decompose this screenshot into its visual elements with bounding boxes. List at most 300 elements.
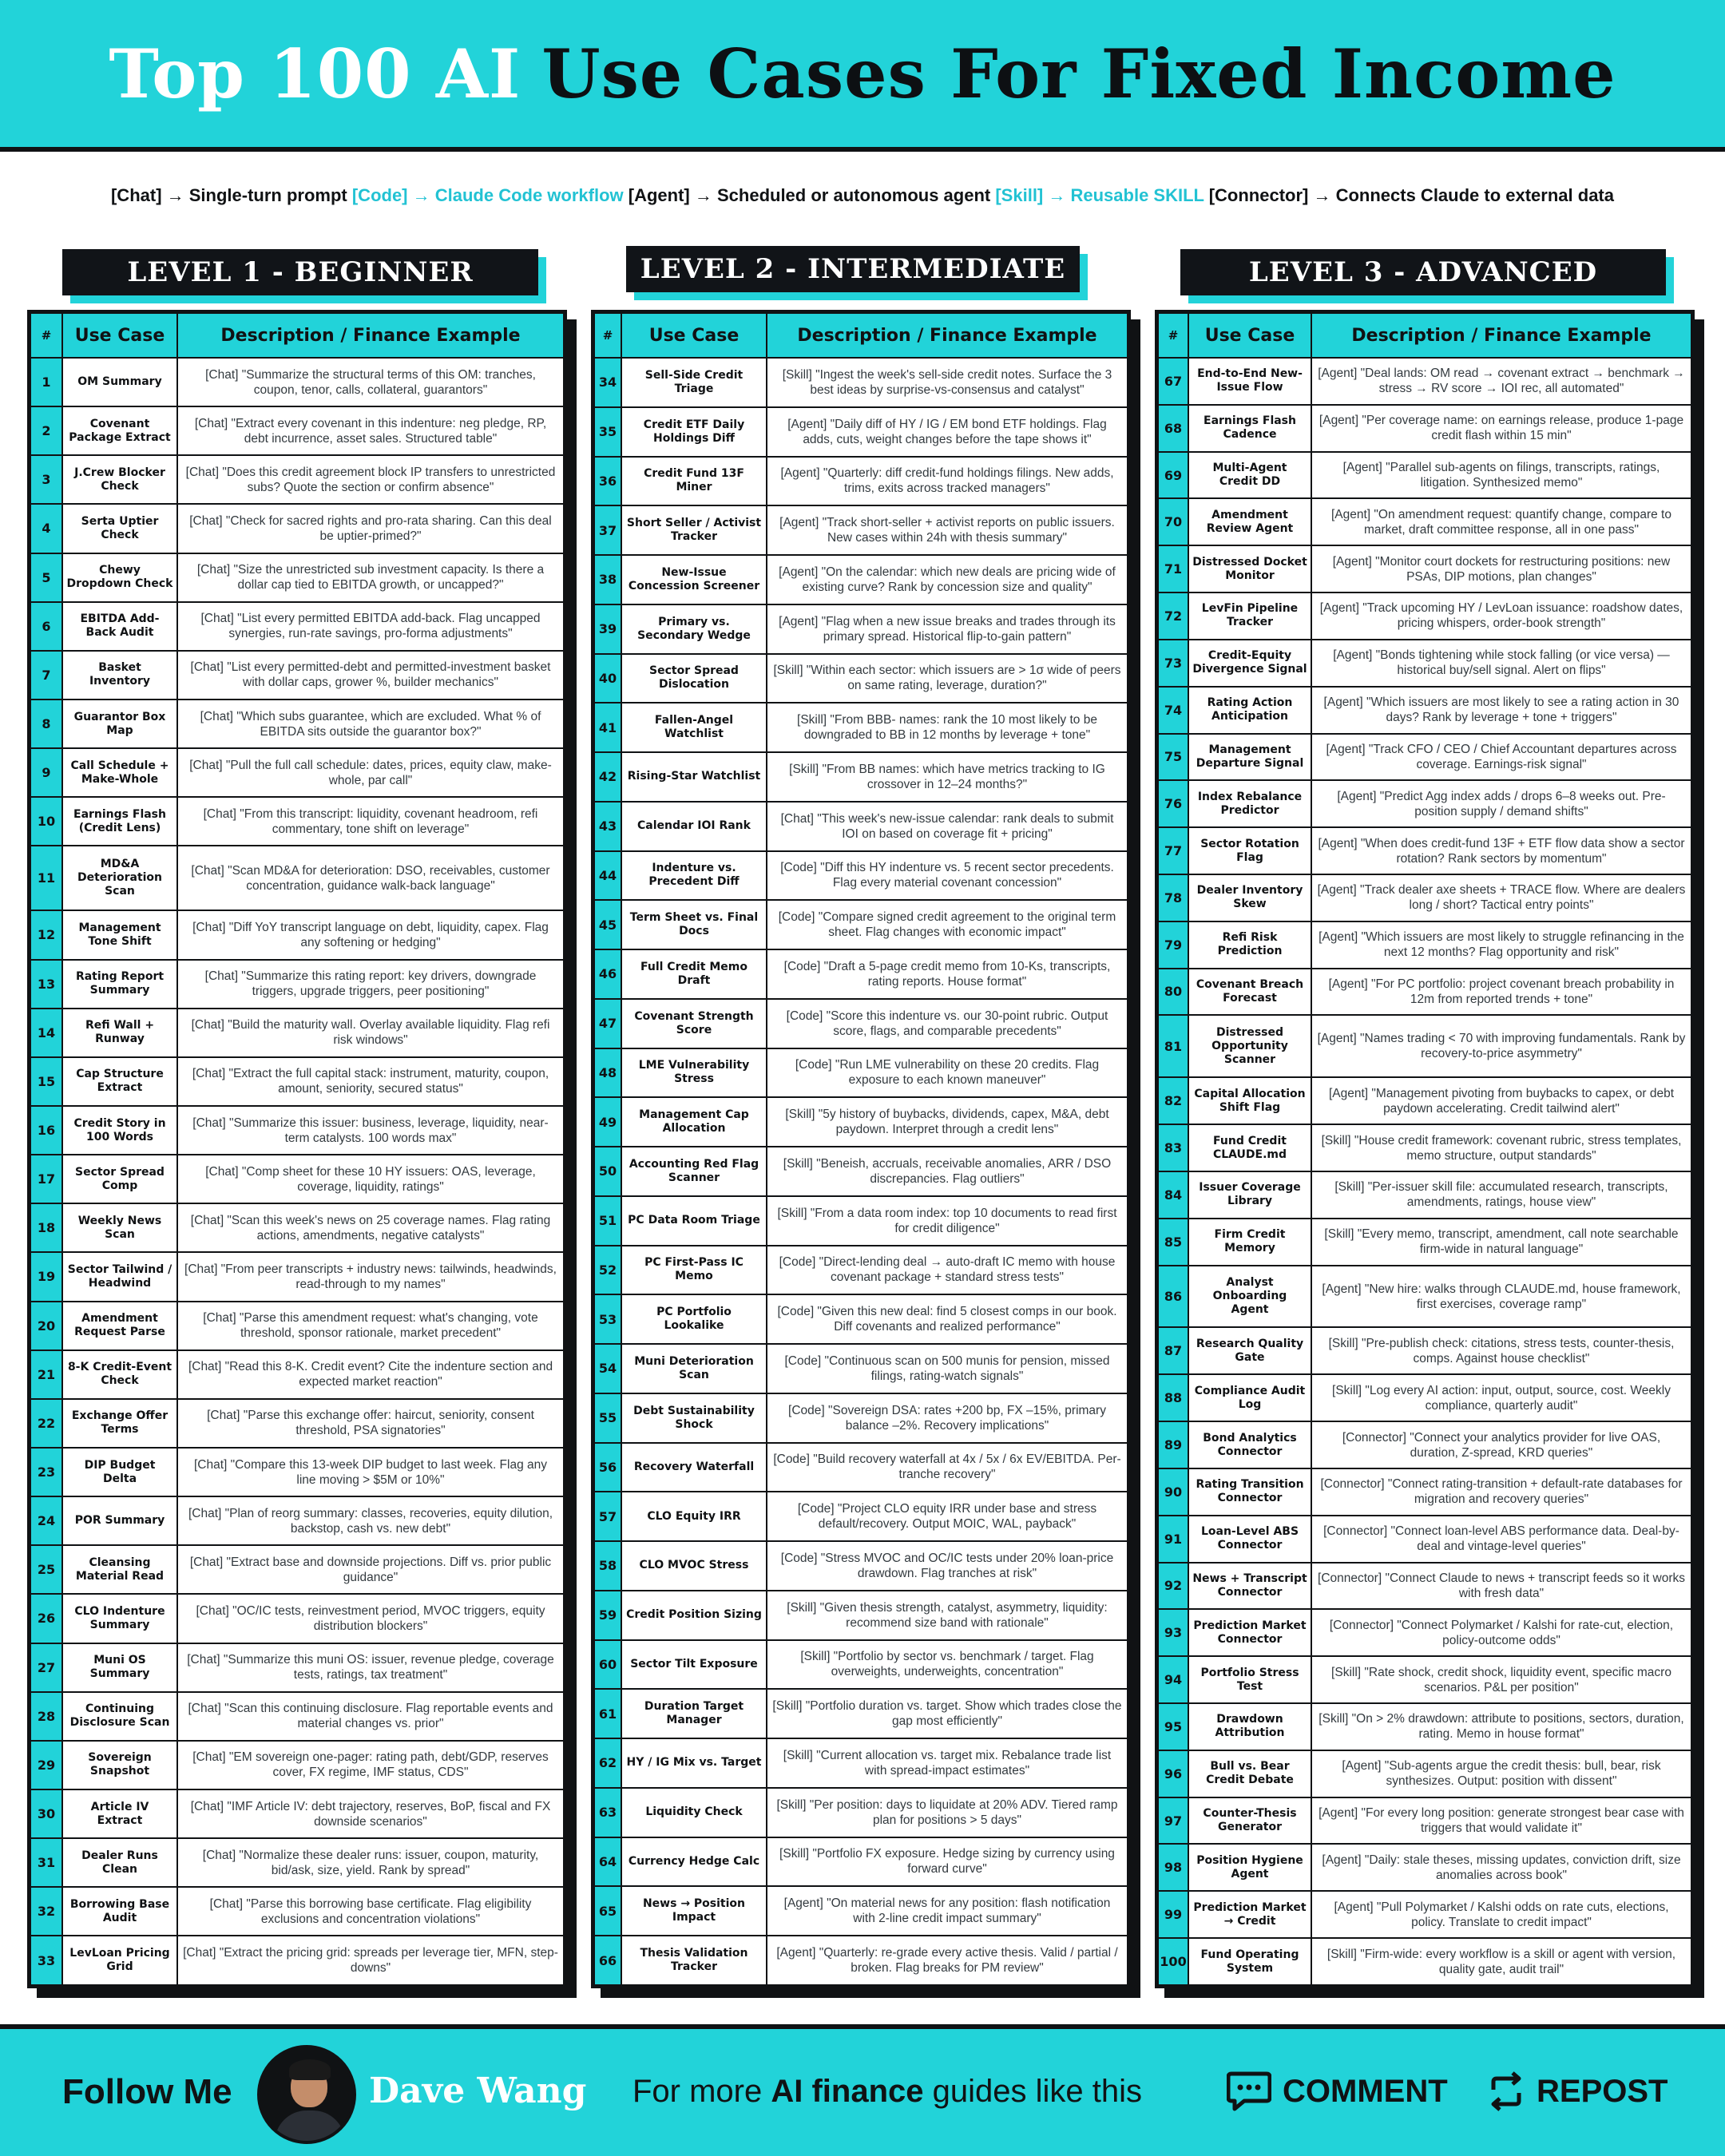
col-header-use-case: Use Case xyxy=(621,313,767,358)
use-case-name: Fund Operating System xyxy=(1188,1938,1311,1985)
use-case-name: MD&A Deterioration Scan xyxy=(62,846,177,910)
use-case-description: [Skill] "Pre-publish check: citations, stress tests, counter-thesis, comps. Against house checklist" xyxy=(1311,1327,1691,1374)
row-number: 55 xyxy=(594,1393,621,1443)
table-row xyxy=(1158,1077,1691,1124)
row-number: 36 xyxy=(594,457,621,506)
use-case-name: Term Sheet vs. Final Docs xyxy=(621,900,767,949)
use-case-name: Muni Deterioration Scan xyxy=(621,1344,767,1393)
row-number: 43 xyxy=(594,802,621,851)
col-header-use-case: Use Case xyxy=(1188,313,1311,358)
row-number: 17 xyxy=(30,1155,62,1203)
table-row xyxy=(30,1203,564,1252)
use-case-name: PC Portfolio Lookalike xyxy=(621,1294,767,1344)
use-case-description: [Agent] "Parallel sub-agents on filings, transcripts, ratings, litigation. Synthesized memo" xyxy=(1311,452,1691,499)
table-row xyxy=(30,748,564,797)
use-case-name: Credit Story in 100 Words xyxy=(62,1106,177,1155)
use-case-name: Cap Structure Extract xyxy=(62,1057,177,1106)
row-number: 80 xyxy=(1158,969,1188,1016)
table-row xyxy=(1158,1609,1691,1656)
table-row xyxy=(1158,1656,1691,1703)
use-case-description: [Skill] "From a data room index: top 10 documents to read first for credit diligence" xyxy=(767,1196,1128,1246)
use-case-name: Earnings Flash (Credit Lens) xyxy=(62,797,177,846)
row-number: 72 xyxy=(1158,593,1188,640)
row-number: 24 xyxy=(30,1496,62,1545)
use-case-name: Sector Spread Comp xyxy=(62,1155,177,1203)
use-case-name: Sell-Side Credit Triage xyxy=(621,358,767,407)
table-row xyxy=(30,1399,564,1448)
use-case-name: News → Position Impact xyxy=(621,1886,767,1936)
row-number: 27 xyxy=(30,1643,62,1692)
use-case-description: [Agent] "On the calendar: which new deals are pricing wide of existing curve? Rank by concession size and quality" xyxy=(767,555,1128,604)
use-case-description: [Chat] "Size the unrestricted sub investment capacity. Is there a dollar cap tied to EBITDA growth, or uncapped?" xyxy=(177,553,564,602)
use-case-description: [Chat] "Extract the pricing grid: spreads per leverage tier, MFN, step-downs" xyxy=(177,1936,564,1985)
table-row xyxy=(30,700,564,748)
row-number: 13 xyxy=(30,960,62,1009)
use-case-description: [Skill] "Current allocation vs. target mix. Rebalance trade list with spread-impact estimates" xyxy=(767,1738,1128,1788)
row-number: 68 xyxy=(1158,405,1188,452)
use-case-description: [Code] "Compare signed credit agreement to the original term sheet. Flag changes with economic impact" xyxy=(767,900,1128,949)
table-row xyxy=(594,654,1128,703)
use-case-name: Thesis Validation Tracker xyxy=(621,1936,767,1985)
row-number: 51 xyxy=(594,1196,621,1246)
table-row xyxy=(594,1443,1128,1492)
table-row xyxy=(30,1838,564,1887)
table-row xyxy=(30,1057,564,1106)
table-row xyxy=(594,1788,1128,1837)
row-number: 78 xyxy=(1158,874,1188,921)
table-row xyxy=(594,1738,1128,1788)
use-case-description: [Skill] "Per-issuer skill file: accumulated research, transcripts, amendments, ratings, house view" xyxy=(1311,1171,1691,1219)
avatar[interactable] xyxy=(257,2045,356,2144)
col-header-num: # xyxy=(1158,313,1188,358)
table-row xyxy=(594,555,1128,604)
row-number: 89 xyxy=(1158,1421,1188,1468)
row-number: 44 xyxy=(594,851,621,901)
table-row xyxy=(594,407,1128,457)
use-case-name: Firm Credit Memory xyxy=(1188,1219,1311,1266)
row-number: 57 xyxy=(594,1492,621,1541)
row-number: 37 xyxy=(594,505,621,555)
table-row xyxy=(594,1147,1128,1196)
row-number: 90 xyxy=(1158,1468,1188,1516)
legend-skill: [Skill] → Reusable SKILL xyxy=(995,185,1204,205)
use-case-name: Rating Transition Connector xyxy=(1188,1468,1311,1516)
use-case-description: [Agent] "Flag when a new issue breaks and trades through its primary spread. Historical flip-to-gain pattern" xyxy=(767,604,1128,654)
table-row xyxy=(594,802,1128,851)
table-row xyxy=(594,949,1128,999)
table-row xyxy=(594,1640,1128,1690)
use-case-description: [Chat] "Extract base and downside projections. Diff vs. prior public guidance" xyxy=(177,1545,564,1594)
table-row xyxy=(594,900,1128,949)
row-number: 98 xyxy=(1158,1844,1188,1891)
table-row xyxy=(30,1350,564,1399)
row-number: 9 xyxy=(30,748,62,797)
row-number: 7 xyxy=(30,651,62,700)
use-case-name: Sector Spread Dislocation xyxy=(621,654,767,703)
table-row xyxy=(1158,1266,1691,1328)
use-case-description: [Skill] "Portfolio duration vs. target. Show which trades close the gap most efficiently" xyxy=(767,1689,1128,1738)
use-case-description: [Chat] "Summarize the structural terms of this OM: tranches, coupon, tenor, calls, collateral, guarantors" xyxy=(177,358,564,406)
use-case-name: Liquidity Check xyxy=(621,1788,767,1837)
table-row xyxy=(1158,1015,1691,1077)
row-number: 92 xyxy=(1158,1563,1188,1610)
use-case-description: [Skill] "Given thesis strength, catalyst, asymmetry, liquidity: recommend size band with rationale" xyxy=(767,1591,1128,1640)
use-case-description: [Chat] "Comp sheet for these 10 HY issuers: OAS, leverage, coverage, liquidity, ratings" xyxy=(177,1155,564,1203)
footer xyxy=(0,2024,1725,2156)
table-row xyxy=(30,358,564,406)
use-case-description: [Chat] "Parse this exchange offer: haircut, seniority, consent threshold, PSA signatories" xyxy=(177,1399,564,1448)
use-case-description: [Chat] "Parse this borrowing base certificate. Flag eligibility exclusions and concentration violations" xyxy=(177,1887,564,1936)
table-row xyxy=(594,505,1128,555)
use-case-name: Rating Report Summary xyxy=(62,960,177,1009)
use-case-description: [Chat] "Does this credit agreement block IP transfers to unrestricted subs? Quote the section or confirm absence" xyxy=(177,455,564,504)
use-case-name: Debt Sustainability Shock xyxy=(621,1393,767,1443)
row-number: 75 xyxy=(1158,734,1188,781)
use-case-name: CLO Equity IRR xyxy=(621,1492,767,1541)
use-case-description: [Chat] "List every permitted-debt and permitted-investment basket with dollar caps, grower %, builder mechanics" xyxy=(177,651,564,700)
row-number: 10 xyxy=(30,797,62,846)
row-number: 38 xyxy=(594,555,621,604)
row-number: 49 xyxy=(594,1097,621,1147)
use-case-name: Call Schedule + Make-Whole xyxy=(62,748,177,797)
comment-button[interactable] xyxy=(1227,2071,1448,2112)
use-case-description: [Chat] "Extract every covenant in this indenture: neg pledge, RP, debt incurrence, asset sales. Structured table" xyxy=(177,406,564,455)
use-case-description: [Code] "Diff this HY indenture vs. 5 recent sector precedents. Flag every material covenant concession" xyxy=(767,851,1128,901)
use-case-description: [Connector] "Connect your analytics provider for live OAS, duration, Z-spread, KRD queries" xyxy=(1311,1421,1691,1468)
use-case-name: Primary vs. Secondary Wedge xyxy=(621,604,767,654)
table-row xyxy=(1158,969,1691,1016)
use-case-name: Drawdown Attribution xyxy=(1188,1703,1311,1750)
use-case-name: Refi Wall + Runway xyxy=(62,1009,177,1057)
table-row xyxy=(594,457,1128,506)
use-case-description: [Skill] "Log every AI action: input, output, source, cost. Weekly compliance, quarterly audit" xyxy=(1311,1374,1691,1421)
table-row xyxy=(30,1496,564,1545)
use-case-description: [Skill] "Portfolio by sector vs. benchmark / target. Flag overweights, underweights, concentration" xyxy=(767,1640,1128,1690)
row-number: 71 xyxy=(1158,545,1188,593)
row-number: 87 xyxy=(1158,1327,1188,1374)
use-case-name: Full Credit Memo Draft xyxy=(621,949,767,999)
use-case-name: Muni OS Summary xyxy=(62,1643,177,1692)
use-case-description: [Agent] "For PC portfolio: project covenant breach probability in 12m from reported trends + tone" xyxy=(1311,969,1691,1016)
use-case-name: Covenant Strength Score xyxy=(621,999,767,1048)
use-case-description: [Code] "Run LME vulnerability on these 20 credits. Flag exposure to each known maneuver" xyxy=(767,1048,1128,1098)
table-row xyxy=(30,651,564,700)
use-case-description: [Skill] "5y history of buybacks, dividends, capex, M&A, debt paydown. Interpret through a credit lens" xyxy=(767,1097,1128,1147)
row-number: 11 xyxy=(30,846,62,910)
table-row xyxy=(30,797,564,846)
row-number: 12 xyxy=(30,910,62,959)
more-prefix: For more xyxy=(632,2074,763,2109)
use-case-description: [Skill] "Firm-wide: every workflow is a skill or agent with version, quality gate, audit trail" xyxy=(1311,1938,1691,1985)
use-case-description: [Agent] "Bonds tightening while stock falling (or vice versa) — historical buy/sell signal. Alert on flips" xyxy=(1311,640,1691,687)
use-case-description: [Chat] "Summarize this issuer: business, leverage, liquidity, near-term catalysts. 100 words max" xyxy=(177,1106,564,1155)
repost-button[interactable] xyxy=(1487,2071,1668,2112)
row-number: 35 xyxy=(594,407,621,457)
use-case-name: News + Transcript Connector xyxy=(1188,1563,1311,1610)
level-2-table xyxy=(591,310,1131,1988)
use-case-name: DIP Budget Delta xyxy=(62,1448,177,1496)
use-case-description: [Skill] "Beneish, accruals, receivable anomalies, ARR / DSO discrepancies. Flag outliers" xyxy=(767,1147,1128,1196)
use-case-description: [Agent] "When does credit-fund 13F + ETF flow data show a sector rotation? Rank sectors by momentum" xyxy=(1311,827,1691,874)
row-number: 73 xyxy=(1158,640,1188,687)
row-number: 18 xyxy=(30,1203,62,1252)
use-case-name: Sovereign Snapshot xyxy=(62,1741,177,1789)
use-case-name: Weekly News Scan xyxy=(62,1203,177,1252)
table-row xyxy=(1158,452,1691,499)
use-case-description: [Agent] "On amendment request: quantify change, compare to market, draft committee response, all in one pass" xyxy=(1311,498,1691,545)
table-row xyxy=(1158,1327,1691,1374)
use-case-name: Sector Tilt Exposure xyxy=(621,1640,767,1690)
row-number: 91 xyxy=(1158,1516,1188,1563)
row-number: 26 xyxy=(30,1594,62,1643)
row-number: 25 xyxy=(30,1545,62,1594)
row-number: 50 xyxy=(594,1147,621,1196)
use-case-description: [Skill] "House credit framework: covenant rubric, stress templates, memo structure, output standards" xyxy=(1311,1124,1691,1171)
table-row xyxy=(1158,1703,1691,1750)
use-case-name: Capital Allocation Shift Flag xyxy=(1188,1077,1311,1124)
table-row xyxy=(30,1789,564,1838)
type-legend xyxy=(0,185,1725,206)
col-header-num: # xyxy=(594,313,621,358)
row-number: 81 xyxy=(1158,1015,1188,1077)
use-case-description: [Skill] "Ingest the week's sell-side credit notes. Surface the 3 best ideas by surprise-vs-consensus and catalyst" xyxy=(767,358,1128,407)
use-case-description: [Chat] "Normalize these dealer runs: issuer, coupon, maturity, bid/ask, size, yield. Rank by spread" xyxy=(177,1838,564,1887)
use-case-description: [Connector] "Connect Claude to news + transcript feeds so it works with fresh data" xyxy=(1311,1563,1691,1610)
table-row xyxy=(30,1155,564,1203)
row-number: 1 xyxy=(30,358,62,406)
use-case-name: Serta Uptier Check xyxy=(62,504,177,553)
use-case-name: Counter-Thesis Generator xyxy=(1188,1797,1311,1845)
use-case-name: Sector Tailwind / Headwind xyxy=(62,1252,177,1301)
table-row xyxy=(594,752,1128,802)
table-row xyxy=(594,358,1128,407)
row-number: 53 xyxy=(594,1294,621,1344)
table-row xyxy=(30,1594,564,1643)
row-number: 77 xyxy=(1158,827,1188,874)
use-case-name: Recovery Waterfall xyxy=(621,1443,767,1492)
use-case-description: [Code] "Draft a 5-page credit memo from 10-Ks, transcripts, rating reports. House format" xyxy=(767,949,1128,999)
use-case-description: [Chat] "Scan this continuing disclosure. Flag reportable events and material changes vs. prior" xyxy=(177,1692,564,1741)
use-case-description: [Code] "Stress MVOC and OC/IC tests under 20% loan-price drawdown. Flag tranches at risk" xyxy=(767,1541,1128,1591)
use-case-name: Currency Hedge Calc xyxy=(621,1837,767,1887)
use-case-name: Analyst Onboarding Agent xyxy=(1188,1266,1311,1328)
row-number: 61 xyxy=(594,1689,621,1738)
use-case-name: Credit-Equity Divergence Signal xyxy=(1188,640,1311,687)
use-case-name: Dealer Runs Clean xyxy=(62,1838,177,1887)
row-number: 79 xyxy=(1158,921,1188,969)
use-case-name: Borrowing Base Audit xyxy=(62,1887,177,1936)
use-case-description: [Agent] "Daily: stale theses, missing updates, conviction drift, size anomalies across book" xyxy=(1311,1844,1691,1891)
row-number: 16 xyxy=(30,1106,62,1155)
use-case-description: [Chat] "IMF Article IV: debt trajectory, reserves, BoP, fiscal and FX downside scenarios" xyxy=(177,1789,564,1838)
level-3-title: LEVEL 3 - ADVANCED xyxy=(1180,249,1666,295)
use-case-name: Prediction Market Connector xyxy=(1188,1609,1311,1656)
row-number: 6 xyxy=(30,602,62,651)
use-case-name: Management Cap Allocation xyxy=(621,1097,767,1147)
row-number: 4 xyxy=(30,504,62,553)
table-row xyxy=(1158,827,1691,874)
use-case-description: [Agent] "Quarterly: re-grade every active thesis. Valid / partial / broken. Flag breaks for PM review" xyxy=(767,1936,1128,1985)
row-number: 93 xyxy=(1158,1609,1188,1656)
more-bold: AI finance xyxy=(771,2074,924,2109)
use-case-description: [Chat] "Diff YoY transcript language on debt, liquidity, capex. Flag any softening or hedging" xyxy=(177,910,564,959)
row-number: 47 xyxy=(594,999,621,1048)
use-case-name: LevLoan Pricing Grid xyxy=(62,1936,177,1985)
table-row xyxy=(1158,498,1691,545)
use-case-description: [Agent] "Track short-seller + activist reports on public issuers. New cases within 24h with thesis summary" xyxy=(767,505,1128,555)
use-case-name: 8-K Credit-Event Check xyxy=(62,1350,177,1399)
use-case-name: Management Departure Signal xyxy=(1188,734,1311,781)
row-number: 76 xyxy=(1158,780,1188,827)
row-number: 41 xyxy=(594,703,621,752)
use-case-description: [Agent] "Management pivoting from buybacks to capex, or debt paydown accelerating. Credit tailwind alert" xyxy=(1311,1077,1691,1124)
use-case-name: PC First-Pass IC Memo xyxy=(621,1246,767,1295)
use-case-name: Prediction Market → Credit xyxy=(1188,1891,1311,1938)
use-case-name: Loan-Level ABS Connector xyxy=(1188,1516,1311,1563)
table-row xyxy=(594,1837,1128,1887)
row-number: 28 xyxy=(30,1692,62,1741)
table-row xyxy=(1158,687,1691,734)
use-case-description: [Agent] "Which issuers are most likely to struggle refinancing in the next 12 months? Flag opportunity and risk" xyxy=(1311,921,1691,969)
use-case-name: Exchange Offer Terms xyxy=(62,1399,177,1448)
col-header-description: Description / Finance Example xyxy=(1311,313,1691,358)
table-row xyxy=(1158,1844,1691,1891)
level-2-title: LEVEL 2 - INTERMEDIATE xyxy=(626,246,1080,292)
use-case-name: Earnings Flash Cadence xyxy=(1188,405,1311,452)
use-case-description: [Code] "Project CLO equity IRR under base and stress default/recovery. Output MOIC, WAL, payback" xyxy=(767,1492,1128,1541)
use-case-description: [Code] "Given this new deal: find 5 closest comps in our book. Diff covenants and realized performance" xyxy=(767,1294,1128,1344)
row-number: 59 xyxy=(594,1591,621,1640)
table-row xyxy=(1158,1938,1691,1985)
table-row xyxy=(594,1097,1128,1147)
use-case-name: Duration Target Manager xyxy=(621,1689,767,1738)
use-case-name: Covenant Package Extract xyxy=(62,406,177,455)
row-number: 58 xyxy=(594,1541,621,1591)
use-case-name: Refi Risk Prediction xyxy=(1188,921,1311,969)
row-number: 15 xyxy=(30,1057,62,1106)
use-case-description: [Chat] "Summarize this muni OS: issuer, revenue pledge, coverage tests, ratings, tax treatment" xyxy=(177,1643,564,1692)
table-row xyxy=(30,910,564,959)
row-number: 86 xyxy=(1158,1266,1188,1328)
use-case-name: Cleansing Material Read xyxy=(62,1545,177,1594)
use-case-description: [Chat] "Parse this amendment request: what's changing, vote threshold, sponsor rationale, market precedent" xyxy=(177,1302,564,1350)
use-case-description: [Agent] "Deal lands: OM read → covenant extract → benchmark → stress → RV score → IOI rec, all automated" xyxy=(1311,358,1691,405)
row-number: 64 xyxy=(594,1837,621,1887)
row-number: 40 xyxy=(594,654,621,703)
use-case-description: [Agent] "Track CFO / CEO / Chief Accountant departures across coverage. Earnings-risk signal" xyxy=(1311,734,1691,781)
table-row xyxy=(1158,1516,1691,1563)
use-case-description: [Chat] "Check for sacred rights and pro-rata sharing. Can this deal be uptier-primed?" xyxy=(177,504,564,553)
col-header-description: Description / Finance Example xyxy=(767,313,1128,358)
table-row xyxy=(594,851,1128,901)
row-number: 65 xyxy=(594,1886,621,1936)
use-case-description: [Code] "Sovereign DSA: rates +200 bp, FX –15%, primary balance –2%. Recovery implications" xyxy=(767,1393,1128,1443)
page-title xyxy=(0,0,1725,152)
follow-label: Follow Me xyxy=(62,2072,232,2111)
use-case-name: Chewy Dropdown Check xyxy=(62,553,177,602)
use-case-name: Portfolio Stress Test xyxy=(1188,1656,1311,1703)
more-guides-text xyxy=(632,2074,1142,2110)
use-case-description: [Skill] "From BBB- names: rank the 10 most likely to be downgraded to BB in 12 months by leverage + tone" xyxy=(767,703,1128,752)
row-number: 45 xyxy=(594,900,621,949)
use-case-description: [Agent] "Daily diff of HY / IG / EM bond ETF holdings. Flag adds, cuts, weight changes before the tape shows it" xyxy=(767,407,1128,457)
use-case-name: EBITDA Add-Back Audit xyxy=(62,602,177,651)
use-case-name: POR Summary xyxy=(62,1496,177,1545)
repost-icon xyxy=(1487,2071,1525,2112)
use-case-description: [Chat] "OC/IC tests, reinvestment period, MVOC triggers, equity distribution blockers" xyxy=(177,1594,564,1643)
table-row xyxy=(1158,1468,1691,1516)
title-part-1: Top 100 AI xyxy=(109,34,521,113)
use-case-name: Management Tone Shift xyxy=(62,910,177,959)
use-case-description: [Chat] "From peer transcripts + industry news: tailwinds, headwinds, read-through to my names" xyxy=(177,1252,564,1301)
row-number: 2 xyxy=(30,406,62,455)
legend-connector: [Connector] → Connects Claude to external data xyxy=(1208,185,1614,205)
use-case-description: [Chat] "Pull the full call schedule: dates, prices, equity claw, make-whole, par call" xyxy=(177,748,564,797)
use-case-name: Amendment Review Agent xyxy=(1188,498,1311,545)
row-number: 32 xyxy=(30,1887,62,1936)
row-number: 88 xyxy=(1158,1374,1188,1421)
use-case-description: [Connector] "Connect rating-transition + default-rate databases for migration and recovery queries" xyxy=(1311,1468,1691,1516)
table-row xyxy=(594,1492,1128,1541)
use-case-name: Accounting Red Flag Scanner xyxy=(621,1147,767,1196)
table-row xyxy=(1158,1563,1691,1610)
row-number: 56 xyxy=(594,1443,621,1492)
row-number: 42 xyxy=(594,752,621,802)
table-row xyxy=(30,1692,564,1741)
row-number: 85 xyxy=(1158,1219,1188,1266)
row-number: 3 xyxy=(30,455,62,504)
table-row xyxy=(1158,734,1691,781)
table-row xyxy=(594,1591,1128,1640)
use-case-description: [Skill] "Every memo, transcript, amendment, call note searchable firm-wide in natural language" xyxy=(1311,1219,1691,1266)
use-case-description: [Code] "Score this indenture vs. our 30-point rubric. Output score, flags, and comparable precedents" xyxy=(767,999,1128,1048)
use-case-name: Position Hygiene Agent xyxy=(1188,1844,1311,1891)
use-case-description: [Agent] "Pull Polymarket / Kalshi odds on rate cuts, elections, policy. Translate to credit impact" xyxy=(1311,1891,1691,1938)
use-case-name: Sector Rotation Flag xyxy=(1188,827,1311,874)
author-name[interactable]: Dave Wang xyxy=(369,2071,587,2111)
row-number: 100 xyxy=(1158,1938,1188,1985)
level-1-title: LEVEL 1 - BEGINNER xyxy=(62,249,538,295)
row-number: 14 xyxy=(30,1009,62,1057)
use-case-description: [Agent] "Sub-agents argue the credit thesis: bull, bear, risk synthesizes. Output: position with dissent" xyxy=(1311,1750,1691,1797)
row-number: 30 xyxy=(30,1789,62,1838)
row-number: 83 xyxy=(1158,1124,1188,1171)
use-case-description: [Skill] "From BB names: which have metrics tracking to IG crossover in 12–24 months?" xyxy=(767,752,1128,802)
use-case-name: Bull vs. Bear Credit Debate xyxy=(1188,1750,1311,1797)
table-row xyxy=(1158,1219,1691,1266)
use-case-description: [Agent] "Names trading < 70 with improving fundamentals. Rank by recovery-to-price asymmetry" xyxy=(1311,1015,1691,1077)
row-number: 95 xyxy=(1158,1703,1188,1750)
use-case-name: OM Summary xyxy=(62,358,177,406)
row-number: 84 xyxy=(1158,1171,1188,1219)
use-case-name: Calendar IOI Rank xyxy=(621,802,767,851)
use-case-name: Fund Credit CLAUDE.md xyxy=(1188,1124,1311,1171)
use-case-name: Guarantor Box Map xyxy=(62,700,177,748)
row-number: 19 xyxy=(30,1252,62,1301)
use-case-description: [Agent] "Per coverage name: on earnings release, produce 1-page credit flash within 15 min" xyxy=(1311,405,1691,452)
use-case-description: [Agent] "Track dealer axe sheets + TRACE flow. Where are dealers long / short? Tactical entry points" xyxy=(1311,874,1691,921)
row-number: 29 xyxy=(30,1741,62,1789)
use-case-name: PC Data Room Triage xyxy=(621,1196,767,1246)
table-row xyxy=(30,504,564,553)
row-number: 69 xyxy=(1158,452,1188,499)
use-case-description: [Agent] "Track upcoming HY / LevLoan issuance: roadshow dates, pricing whispers, order-book strength" xyxy=(1311,593,1691,640)
use-case-description: [Connector] "Connect Polymarket / Kalshi for rate-cut, election, policy-outcome odds" xyxy=(1311,1609,1691,1656)
title-part-2: Use Cases For Fixed Income xyxy=(541,34,1616,113)
use-case-description: [Chat] "EM sovereign one-pager: rating path, debt/GDP, reserves cover, FX regime, IMF status, CDS" xyxy=(177,1741,564,1789)
table-row xyxy=(594,1196,1128,1246)
table-row xyxy=(1158,1374,1691,1421)
